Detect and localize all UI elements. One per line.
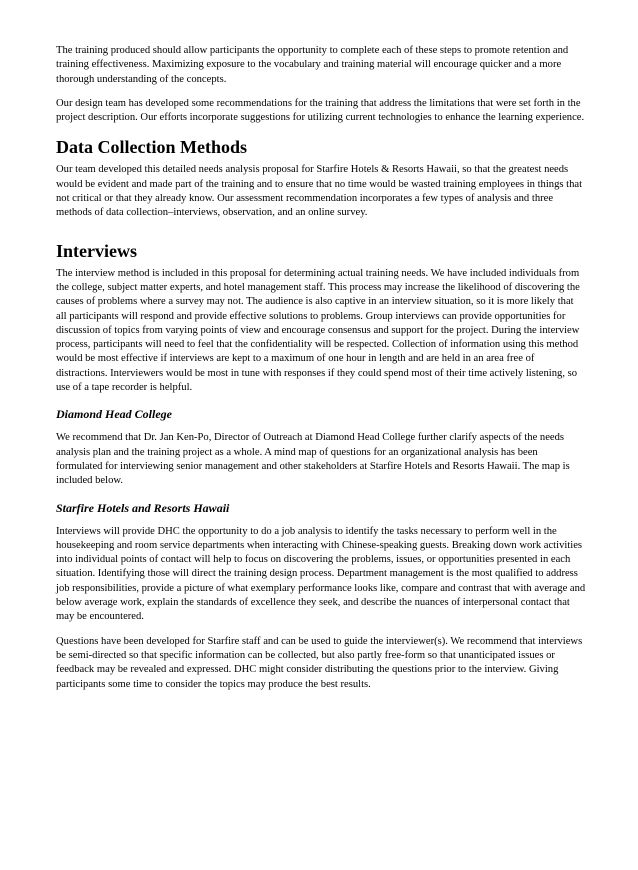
document-page <box>0 44 638 870</box>
interviews-paragraph: The interview method is included in this proposal for determining actual training needs. We have included individuals from the college, subject matter experts, and hotel management staff. This process may increase the likelihood of discovering the causes of problems where a survey may not. The audience is also captive in an interview situation, so it is more likely that all participants will respond and provide effective solutions to problems. Group interviews can provide opportunities for discussion of topics from varying points of view and encourage consensus and support for the project. During the interview process, participants will need to feel that the confidentiality will be respected. Collection of information using this method would be most effective if interviews are kept to a maximum of one hour in length and are held in an area free of distractions. Interviewers would be most in tune with responses if they could spend most of their time actively listening, so use of a tape recorder is helpful. <box>56 267 580 394</box>
starfire-paragraph-2: Questions have been developed for Starfire staff and can be used to guide the interviewer(s). We recommend that interviews be semi-directed so that specific information can be collected, but also partly free-form so that unanticipated issues or feedback may be revealed and expressed. DHC might consider distributing the questions prior to the interview. Giving participants some time to consider the topics may produce the best results. <box>56 635 583 690</box>
starfire-paragraph-1: Interviews will provide DHC the opportunity to do a job analysis to identify the tasks necessary to perform well in the housekeeping and room service departments when interacting with Chinese-speaking guests. Breaking down work activities into individual points of contact will help to focus on discovering the problems, issues, or opportunities presented in each situation. Identifying those will direct the training design process. Department management is the most qualified to address job responsibilities, provide a picture of what exemplary performance looks like, compare and contrast that with average and below average work, explain the standards of excellence they seek, and describe the nuances of interpersonal contact that may be encountered. <box>56 525 586 623</box>
intro-paragraph-2: Our design team has developed some recommendations for the training that address the limitations that were set forth in the project description. Our efforts incorporate suggestions for utilizing current technologies to enhance the learning experience. <box>56 97 585 124</box>
diamond-head-heading: Diamond Head College <box>56 407 172 422</box>
starfire-heading: Starfire Hotels and Resorts Hawaii <box>56 500 230 515</box>
intro-paragraph-1: The training produced should allow participants the opportunity to complete each of these steps to promote retention and training effectiveness. Maximizing exposure to the vocabulary and training material will encourage quicker and a more thorough understanding of the concepts. <box>56 45 569 85</box>
data-collection-heading: Data Collection Methods <box>56 137 247 158</box>
diamond-head-paragraph: We recommend that Dr. Jan Ken-Po, Director of Outreach at Diamond Head College further clarify aspects of the needs analysis plan and the training project as a whole. A mind map of questions for an organizational analysis has been formulated for interviewing senior management and other stakeholders at Starfire Hotels and Resorts Hawaii. The map is included below. <box>56 432 570 487</box>
data-collection-paragraph: Our team developed this detailed needs analysis proposal for Starfire Hotels & Resorts Hawaii, so that the greatest needs would be evident and made part of the training and to ensure that no time would be wasted training employees in things that not critical or that they already know. Our assessment recommendation incorporates a few types of analysis and three methods of data collection–interviews, observation, and an online survey. <box>56 164 583 219</box>
interviews-heading: Interviews <box>56 240 137 261</box>
